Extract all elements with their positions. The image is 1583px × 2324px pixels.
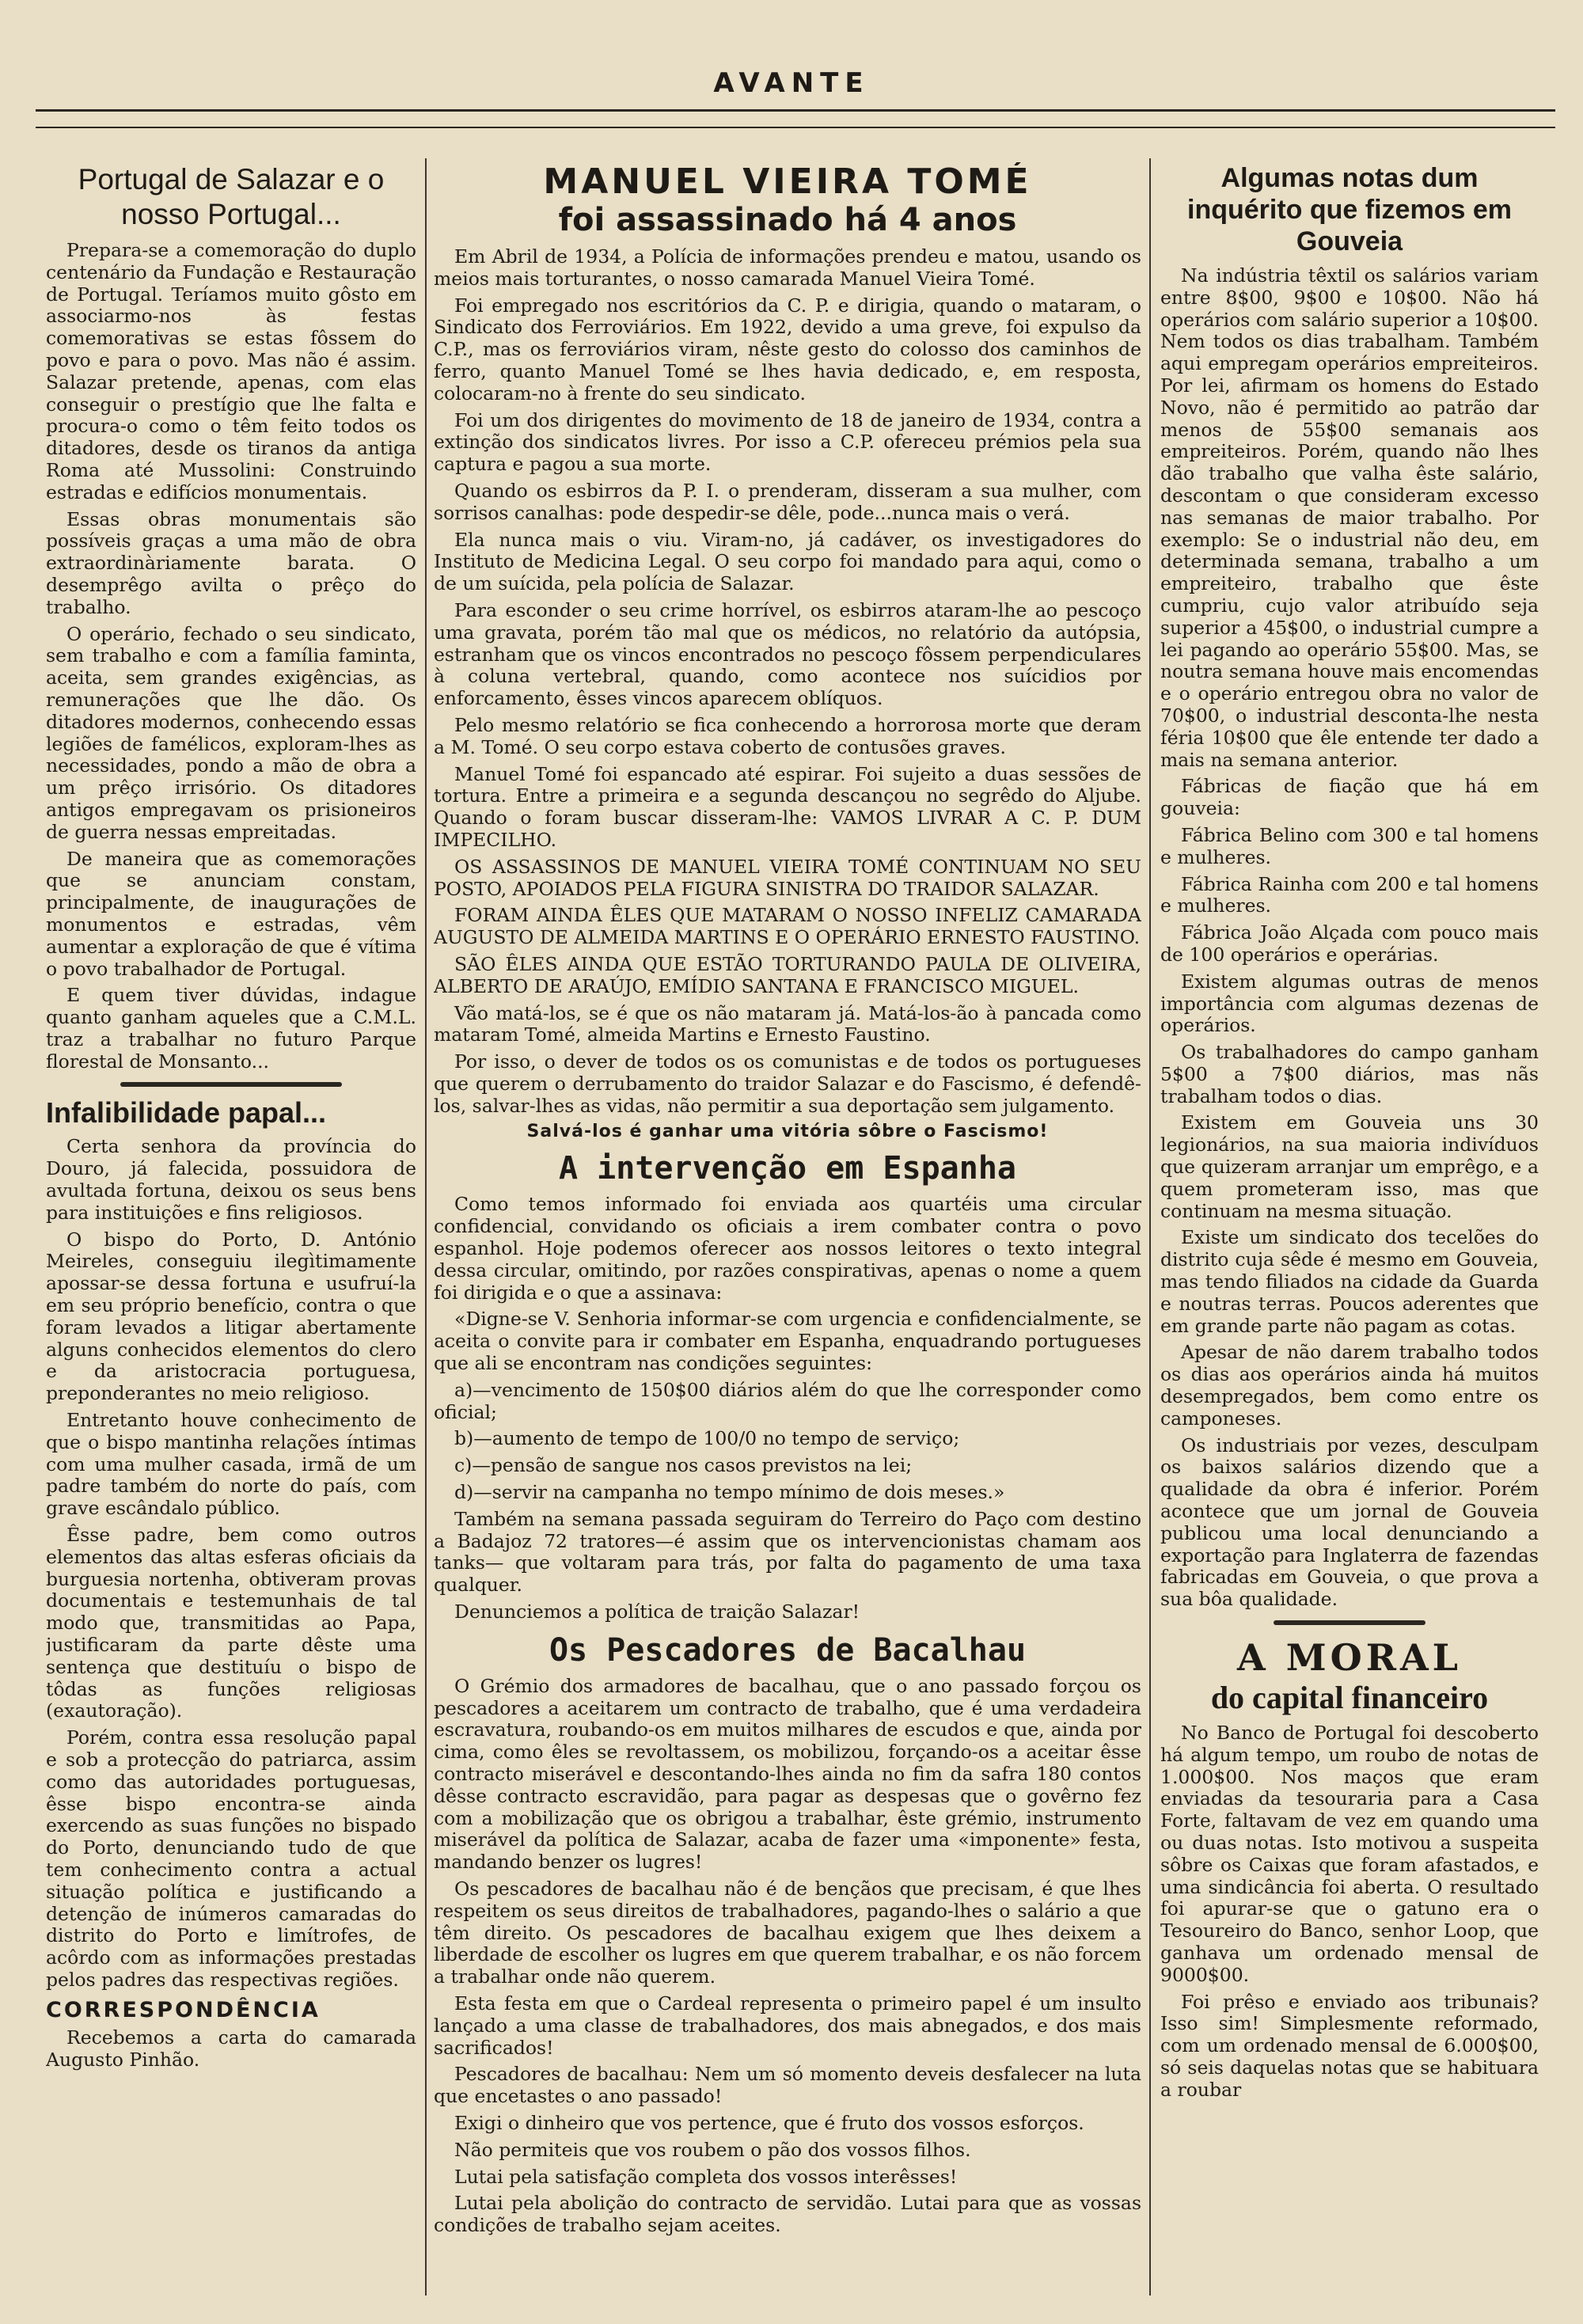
article-subtitle-moral: do capital financeiro bbox=[1210, 1680, 1489, 1716]
correspondencia-heading: CORRESPONDÊNCIA bbox=[46, 1997, 321, 2022]
column-divider-left bbox=[425, 158, 427, 2296]
article-caps-paragraph: SÃO ÊLES AINDA QUE ESTÃO TORTURANDO PAULA DE OLIVEIRA, ALBERTO DE ARAÚJO, EMÍDIO SANTANA E FRANCISCO MIGUEL. bbox=[434, 952, 1141, 997]
article-paragraph: Exigi o dinheiro que vos pertence, que é fruto dos vossos esforços. bbox=[454, 2111, 1084, 2134]
article-paragraph: Também na semana passada seguiram do Terreiro do Paço com destino a Badajoz 72 tratores—é assim que os intervencionistas chamam aos tanks— que voltaram para trás, por falta do pagamento de uma taxa qualquer. bbox=[434, 1507, 1141, 1597]
article-title-espanha: A intervenção em Espanha bbox=[559, 1150, 1016, 1187]
article-paragraph: Foi um dos dirigentes do movimento de 18 de janeiro de 1934, contra a extinção dos sindicatos livres. Por isso a C.P. ofereceu prémios pela sua captura e pagou a sua morte. bbox=[434, 408, 1141, 476]
article-paragraph: Lutai pela abolição do contracto de servidão. Lutai para que as vossas condições de trabalho sejam aceites. bbox=[434, 2192, 1141, 2237]
article-paragraph: Ela nunca mais o viu. Viram-no, já cadáver, os investigadores do Instituto de Medicina Legal. O seu corpo foi mandado para aqui, como o de um suícida, pela polícia de Salazar. bbox=[434, 528, 1141, 595]
article-paragraph: Lutai pela satisfação completa dos vossos interêsses! bbox=[454, 2165, 958, 2188]
article-paragraph: a)—vencimento de 150$00 diários além do que lhe corresponder como oficial; bbox=[434, 1378, 1141, 1423]
article-paragraph: Para esconder o seu crime horrível, os esbirros ataram-lhe ao pescoço uma gravata, porém tão mal que os médicos, no relatório da autópsia, estranham que os vincos encontrados no pescoço fôssem perpendiculares à coluna vertebral, quando, como acontece nos suícidios por enforcamento, êsses vincos aparecem oblíquos. bbox=[434, 598, 1141, 710]
article-paragraph: Porém, contra essa resolução papal e sob a protecção do patriarca, assim como das autoridades portuguesas, êsse bispo encontra-se ainda exercendo as suas funções no bispado do Porto, denunciando tudo de que tem conhecimento contra a actual situação política e justificando a detenção de inúmeros camaradas do distrito do Porto e limítrofes, de acôrdo com as informações prestadas pelos padres das respectivas regiões. bbox=[46, 1726, 416, 1991]
article-paragraph: Existe um sindicato dos tecelões do distrito cuja sêde é mesmo em Gouveia, mas tendo filiados na cidade da Guarda e noutras terras. Poucos aderentes que em grande parte não pagam as cotas. bbox=[1160, 1226, 1539, 1337]
article-paragraph: Recebemos a carta do camarada Augusto Pinhão. bbox=[46, 2026, 416, 2071]
article-caps-paragraph: OS ASSASSINOS DE MANUEL VIEIRA TOMÉ CONTINUAM NO SEU POSTO, APOIADOS PELA FIGURA SINISTRA DO TRAIDOR SALAZAR. bbox=[434, 855, 1141, 900]
center-column bbox=[434, 162, 1141, 2315]
article-paragraph: Pescadores de bacalhau: Nem um só momento deveis desfalecer na luta que encetastes o ano passado! bbox=[434, 2063, 1141, 2108]
right-column bbox=[1160, 162, 1539, 2315]
article-paragraph: c)—pensão de sangue nos casos previstos na lei; bbox=[454, 1454, 913, 1477]
article-paragraph: Existem algumas outras de menos importância com algumas dezenas de operários. bbox=[1160, 970, 1539, 1037]
article-paragraph: Não permiteis que vos roubem o pão dos vossos filhos. bbox=[454, 2138, 971, 2161]
section-divider bbox=[120, 1082, 343, 1087]
article-paragraph: O operário, fechado o seu sindicato, sem trabalho e com a família faminta, aceita, sem grandes exigências, as remunerações que lhe dão. Os ditadores modernos, conhecendo essas legiões de famélicos, exploram-lhes as necessidades, pondo a mão de obra a um prêço irrisório. Os ditadores antigos empregavam os prisioneiros de guerra nessas empreitadas. bbox=[46, 622, 416, 843]
column-divider-right bbox=[1149, 158, 1151, 2296]
article-subtitle-tome: foi assassinado há 4 anos bbox=[558, 202, 1017, 238]
article-paragraph: Essas obras monumentais são possíveis graças a uma mão de obra extraordinàriamente barata. O desemprêgo avilta o prêço do trabalho. bbox=[46, 507, 416, 618]
article-paragraph: Fábrica Belino com 300 e tal homens e mulheres. bbox=[1160, 823, 1539, 868]
article-paragraph: Foi prêso e enviado aos tribunais? Isso sim! Simplesmente reformado, com um ordenado mensal de 6.000$00, só seis daquelas notas que se habituara a roubar bbox=[1160, 1990, 1539, 2101]
masthead: AVANTE bbox=[713, 67, 870, 99]
article-paragraph: Vão matá-los, se é que os não mataram já. Matá-los-ão à pancada como mataram Tomé, almeida Martins e Ernesto Faustino. bbox=[434, 1001, 1141, 1046]
article-paragraph: Como temos informado foi enviada aos quartéis uma circular confidencial, convidando os oficiais a irem combater contra o povo espanhol. Hoje podemos oferecer aos nossos leitores o texto integral dessa circular, omitindo, por razões conspirativas, apenas o nome a quem foi dirigida e o que a assinava: bbox=[434, 1193, 1141, 1304]
article-paragraph: Fábricas de fiação que há em gouveia: bbox=[1160, 775, 1539, 820]
article-paragraph: Fábrica João Alçada com pouco mais de 100 operários e operárias. bbox=[1160, 921, 1539, 966]
article-paragraph: Os trabalhadores do campo ganham 5$00 a 7$00 diários, mas nãs trabalham todos o dias. bbox=[1160, 1041, 1539, 1107]
article-title-bacalhau: Os Pescadores de Bacalhau bbox=[549, 1631, 1027, 1669]
article-paragraph: Entretanto houve conhecimento de que o bispo mantinha relações íntimas com uma mulher casada, irmã de um padre também do norte do país, com grave escândalo público. bbox=[46, 1409, 416, 1520]
article-paragraph: Esta festa em que o Cardeal representa o primeiro papel é um insulto lançado a uma classe de trabalhadores, dos mais abnegados, e dos mais sacrificados! bbox=[434, 1992, 1141, 2059]
article-paragraph: O Grémio dos armadores de bacalhau, que o ano passado forçou os pescadores a aceitarem um contracto de trabalho, que é uma verdadeira escravatura, roubando-os em muitos milhares de escudos e que, ainda por cima, como êles se revoltassem, os mobilizou, forçando-os a aceitar êsse contracto miserável e descontando-lhes ainda no fim da safra 180 contos dêsse contracto escravidão, para pagar as despesas que o govêrno fez com a mobilização que os obrigou a trabalhar, êste grémio, instrumento miserável da política de Salazar, acaba de fazer uma «imponente» festa, mandando benzer os lugres! bbox=[434, 1674, 1141, 1874]
article-paragraph: Em Abril de 1934, a Polícia de informações prendeu e matou, usando os meios mais torturantes, o nosso camarada Manuel Vieira Tomé. bbox=[434, 245, 1141, 290]
article-paragraph: d)—servir na campanha no tempo mínimo de dois meses.» bbox=[454, 1481, 1005, 1504]
article-paragraph: Êsse padre, bem como outros elementos das altas esferas oficiais da burguesia nortenha, obtiveram provas documentais e testemunhais de tal modo que, transmitidas ao Papa, justificaram da parte dêste uma sentença que destituíu o bispo de tôdas as funções religiosas (exautoração). bbox=[46, 1524, 416, 1722]
article-paragraph: Fábrica Rainha com 200 e tal homens e mulheres. bbox=[1160, 872, 1539, 917]
article-paragraph: Pelo mesmo relatório se fica conhecendo a horrorosa morte que deram a M. Tomé. O seu corpo estava coberto de contusões graves. bbox=[434, 713, 1141, 758]
article-title-infalibilidade: Infalibilidade papal... bbox=[46, 1096, 327, 1130]
article-paragraph: No Banco de Portugal foi descoberto há algum tempo, um roubo de notas de 1.000$00. Nos maços que eram enviadas da tesouraria para a Casa Forte, faltavam de vez em quando uma ou duas notas. Isto motivou a suspeita sôbre os Caixas que foram afastados, e uma sindicância foi aberta. O resultado foi apurar-se que o gatuno era o Tesoureiro do Banco, senhor Loop, que ganhava um ordenado mensal de 9000$00. bbox=[1160, 1722, 1539, 1986]
article-title-portugal: Portugal de Salazar e o nosso Portugal... bbox=[78, 163, 385, 230]
article-paragraph: Os pescadores de bacalhau não é de bençãos que precisam, é que lhes respeitem os seus direitos de trabalhadores, pagando-lhes o salário a que têm direito. Os pescadores de bacalhau exigem que lhes deixem a liberdade de escolher os lugres em que querem trabalhar, e os não forcem a trabalhar onde não querem. bbox=[434, 1878, 1141, 1988]
article-paragraph: Manuel Tomé foi espancado até espirar. Foi sujeito a duas sessões de tortura. Entre a primeira e a segunda descançou no segrêdo do Aljube. Quando o foram buscar disseram-lhe: VAMOS LIVRAR A C. P. DUM IMPECILHO. bbox=[434, 762, 1141, 851]
article-paragraph: Denunciemos a política de traição Salazar! bbox=[454, 1601, 860, 1623]
article-paragraph: Quando os esbirros da P. I. o prenderam, disseram a sua mulher, com sorrisos canalhas: pode despedir-se dêle, pode...nunca mais o verá. bbox=[434, 479, 1141, 524]
article-paragraph: «Digne-se V. Senhoria informar-se com urgencia e confidencialmente, se aceita o convite para ir combater em Espanha, enquadrando portugueses que ali se encontram nas condições seguintes: bbox=[434, 1308, 1141, 1375]
article-caps-paragraph: FORAM AINDA ÊLES QUE MATARAM O NOSSO INFELIZ CAMARADA AUGUSTO DE ALMEIDA MARTINS E O OPERÁRIO ERNESTO FAUSTINO. bbox=[434, 904, 1141, 949]
article-paragraph: Prepara-se a comemoração do duplo centenário da Fundação e Restauração de Portugal. Teríamos muito gôsto em associarmo-nos às festas comemorativas se estas fôssem do povo e para o povo. Mas não é assim. Salazar pretende, apenas, com elas conseguir o prestígio que lhe falta e procura-o como o têm feito todos os ditadores, desde os tiranos da antiga Roma até Mussolini: Construindo estradas e edifícios monumentais. bbox=[46, 239, 416, 503]
article-paragraph: Apesar de não darem trabalho todos os dias aos operários ainda há muitos desempregados, bem como entre os camponeses. bbox=[1160, 1341, 1539, 1430]
article-paragraph: Existem em Gouveia uns 30 legionários, na sua maioria indivíduos que quizeram arranjar um emprêgo, e a quem prometeram isso, mas que continuam na mesma situação. bbox=[1160, 1111, 1539, 1222]
left-column bbox=[46, 162, 416, 2315]
masthead-rule bbox=[36, 109, 1555, 112]
section-divider bbox=[1274, 1620, 1425, 1625]
article-paragraph: O bispo do Porto, D. António Meireles, conseguiu ilegìtimamente apossar-se dessa fortuna e usufruí-la em seu próprio benefício, contra o que foram levados a litigar abertamente alguns conhecidos elementos do clero e da aristocracia portuguesa, preponderantes no meio religioso. bbox=[46, 1228, 416, 1405]
article-paragraph: De maneira que as comemorações que se anunciam constam, principalmente, de inaugurações de monumentos e estradas, vêm aumentar a exploração de que é vítima o povo trabalhador de Portugal. bbox=[46, 847, 416, 980]
article-paragraph: b)—aumento de tempo de 100/0 no tempo de serviço; bbox=[454, 1427, 960, 1450]
article-paragraph: Foi empregado nos escritórios da C. P. e dirigia, quando o mataram, o Sindicato dos Ferroviários. Em 1922, devido a uma greve, foi expulso da C.P., mas os ferroviários viram, nêste gesto do colosso dos caminhos de ferro, quanto Manuel Tomé se lhes havia dedicado, e, em resposta, colocaram-no à frente do seu sindicato. bbox=[434, 294, 1141, 404]
article-paragraph: Certa senhora da província do Douro, já falecida, possuidora de avultada fortuna, deixou os seus bens para instituições e fins religiosos. bbox=[46, 1135, 416, 1224]
masthead-rule-2 bbox=[36, 127, 1555, 128]
article-paragraph: E quem tiver dúvidas, indague quanto ganham aqueles que a C.M.L. traz a trabalhar no futuro Parque florestal de Monsanto... bbox=[46, 984, 416, 1073]
article-title-tome: MANUEL VIEIRA TOMÉ bbox=[543, 162, 1032, 202]
article-paragraph: Os industriais por vezes, desculpam os baixos salários dizendo que a qualidade da obra é inferior. Porém acontece que um jornal de Gouveia publicou uma local denunciando a exportação para Inglaterra de fazendas fabricadas em Gouveia, o que prova a sua bôa qualidade. bbox=[1160, 1434, 1539, 1611]
article-paragraph: Por isso, o dever de todos os os comunistas e de todos os portugueses que querem o derrubamento do traidor Salazar e do Fascismo, é defendê-los, salvar-lhes as vidas, não permitir a sua deportação sem julgamento. bbox=[434, 1050, 1141, 1117]
article-paragraph: Na indústria têxtil os salários variam entre 8$00, 9$00 e 10$00. Não há operários com salário superior a 10$00. Nem todos os dias trabalham. Também aqui empregam operários empreiteiros. Por lei, afirmam os homens do Estado Novo, não é permitido ao patrão dar menos de 55$00 semanais aos empreiteiros. Porém, quando não lhes dão trabalho que valha êste salário, descontam o que consideram excesso nas semanas de maior trabalho. Por exemplo: Se o industrial não deu, em determinada semana, trabalho a um empreiteiro, trabalho que êste cumpriu, cujo valor atribuído seja superior a 45$00, o industrial cumpre a lei pagando ao operário 55$00. Mas, se noutra semana houve mais encomendas e o operário entregou obra no valor de 70$00, o industrial desconta-lhe nesta féria 10$00 que êle entende ter dado a mais na semana anterior. bbox=[1160, 264, 1539, 771]
slogan: Salvá-los é ganhar uma vitória sôbre o Fascismo! bbox=[526, 1122, 1049, 1142]
article-title-moral: A MORAL bbox=[1237, 1636, 1462, 1680]
article-title-gouveia: Algumas notas dum inquérito que fizemos em Gouveia bbox=[1187, 163, 1512, 256]
